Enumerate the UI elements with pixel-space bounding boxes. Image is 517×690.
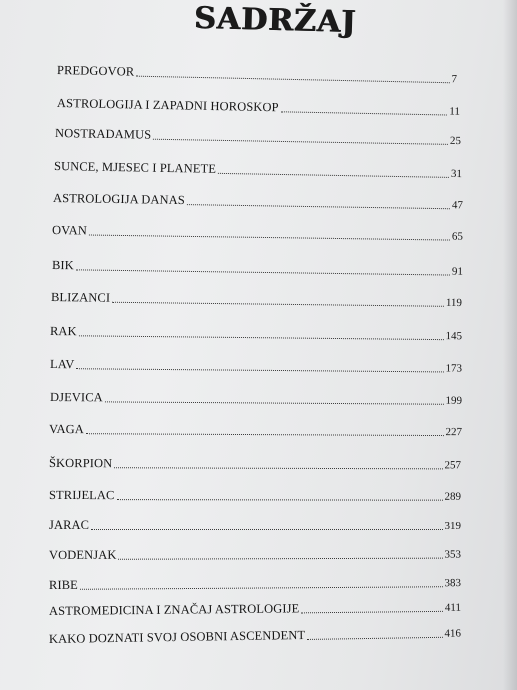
toc-entry [49, 600, 461, 619]
toc-entry-label: ASTROLOGIJA DANAS [52, 191, 186, 208]
dot-leader [136, 75, 449, 84]
toc-entry [57, 63, 457, 86]
dot-leader [281, 110, 448, 115]
toc-entry-page-number: 31 [450, 167, 463, 181]
toc-entry [49, 575, 461, 593]
toc-entry [49, 456, 461, 472]
toc-entry-page-number: 411 [444, 601, 462, 614]
toc-entry-label: OVAN [51, 223, 88, 238]
dot-leader [114, 466, 442, 469]
toc-entry [50, 357, 462, 376]
toc-entry-label: RIBE [48, 577, 78, 592]
dot-leader [301, 610, 443, 613]
toc-entry-label: LAV [49, 357, 75, 372]
toc-entry-page-number: 91 [451, 265, 464, 278]
dot-leader [80, 585, 443, 590]
dot-leader [91, 528, 442, 530]
toc-entry-label: VODENJAK [48, 547, 117, 562]
dot-leader [79, 334, 444, 340]
toc-entry-label: ASTROMEDICINA I ZNAČAJ ASTROLOGIJE [48, 601, 300, 618]
toc-entry-page-number: 199 [445, 394, 463, 407]
toc-entry [57, 96, 460, 119]
toc-entry-label: STRIJELAC [48, 488, 115, 503]
toc-entry-label: BIK [51, 258, 74, 273]
toc-entry [50, 324, 462, 343]
toc-entry [55, 126, 461, 148]
toc-entry-page-number: 416 [444, 627, 462, 640]
toc-entry-page-number: 7 [451, 73, 458, 86]
dot-leader [187, 203, 450, 209]
toc-entry-page-number: 25 [449, 134, 462, 148]
dot-leader [118, 557, 442, 560]
toc-entry-page-number: 257 [444, 459, 462, 472]
toc-entry-page-number: 353 [444, 548, 462, 561]
toc-entry-page-number: 47 [451, 199, 464, 212]
toc-entry-label: JARAC [49, 518, 90, 532]
toc-entry-label: VAGA [48, 422, 84, 437]
toc-entry-page-number: 227 [445, 426, 463, 439]
dot-leader [105, 400, 444, 404]
toc-entry [52, 258, 463, 279]
dot-leader [116, 498, 442, 501]
dot-leader [89, 234, 450, 241]
toc-entry-label: ASTROLOGIJA I ZAPADNI HOROSKOP [56, 96, 279, 115]
dot-leader [307, 636, 442, 640]
toc-entry-label: BLIZANCI [50, 290, 111, 305]
dot-leader [86, 432, 444, 436]
toc-entry-page-number: 173 [445, 362, 463, 375]
toc-entry [53, 191, 463, 212]
toc-entry [51, 290, 462, 310]
toc-entry [49, 547, 461, 563]
dot-leader [76, 367, 443, 372]
toc-entry-label: DJEVICA [49, 390, 103, 405]
toc-entry-label: ŠKORPION [48, 456, 113, 471]
page-title: SADRŽAJ [193, 0, 357, 41]
toc-entry-page-number: 11 [449, 105, 461, 118]
toc-entry [54, 159, 462, 181]
toc-entry [49, 518, 461, 533]
dot-leader [112, 301, 444, 307]
toc-entry [50, 390, 462, 408]
toc-entry [49, 422, 462, 439]
toc-entry-label: KAKO DOZNATI SVOJ OSOBNI ASCENDENT [48, 627, 306, 646]
toc-entry-page-number: 145 [445, 330, 463, 343]
toc-entry [49, 626, 461, 647]
toc-entry-label: RAK [49, 324, 77, 339]
toc-entry [49, 488, 461, 504]
toc-entry-label: SUNCE, MJESEC I PLANETE [53, 159, 217, 176]
toc-entry-page-number: 319 [444, 520, 461, 532]
toc-entry-page-number: 289 [444, 490, 462, 503]
toc-entry-page-number: 383 [444, 577, 462, 590]
toc-entry-label: PREDGOVOR [56, 63, 135, 79]
dot-leader [218, 172, 449, 178]
toc-entry-page-number: 119 [445, 296, 463, 310]
toc-entry-label: NOSTRADAMUS [54, 126, 152, 142]
toc-entry-page-number: 65 [451, 230, 464, 243]
dot-leader [153, 138, 448, 145]
toc-entry [52, 223, 463, 244]
dot-leader [76, 268, 450, 275]
